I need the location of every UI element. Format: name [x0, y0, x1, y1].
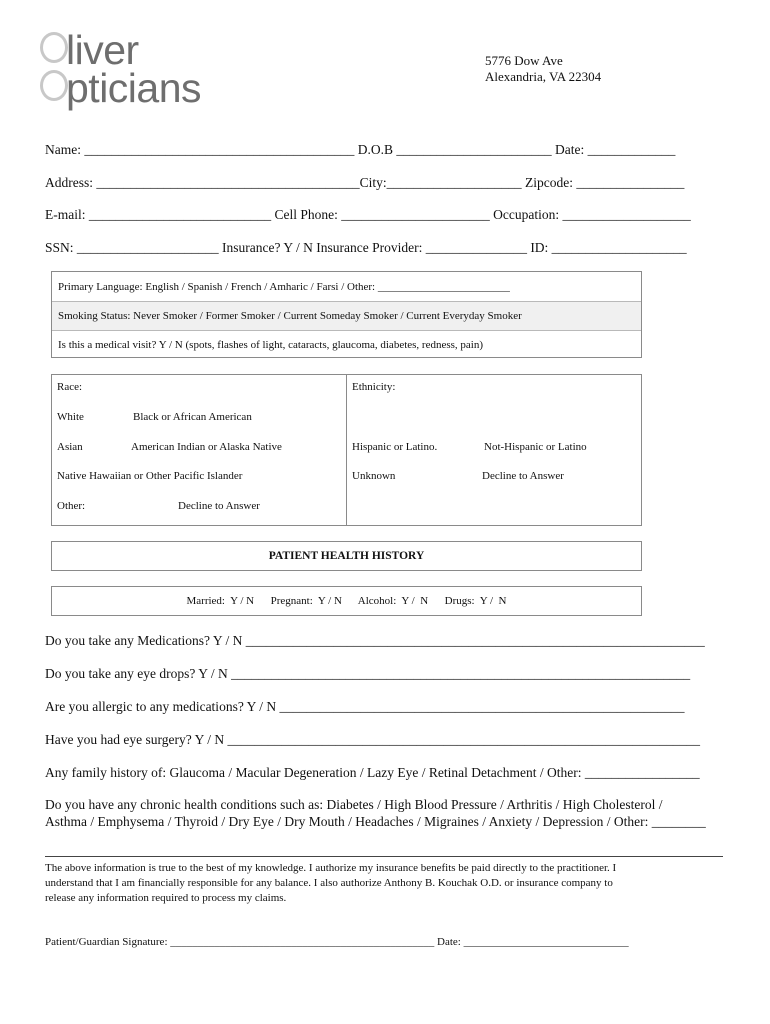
logo-o-ring-icon	[40, 70, 68, 101]
consent-line2: understand that I am financially responsible for any balance. I also authorize Anthony B. Kouchak O.D. or insurance company to	[45, 877, 613, 889]
health-status-box	[51, 586, 642, 616]
email-phone-occupation-line[interactable]: E-mail: ___________________________ Cell Phone: ______________________ Occupation: ___________________	[45, 207, 691, 222]
allergic-question[interactable]: Are you allergic to any medications? Y / N ____________________________________________________________	[45, 699, 685, 714]
name-dob-date-line[interactable]: Name: ________________________________________ D.O.B _______________________ Date: _____________	[45, 142, 676, 157]
chronic-conditions-line1[interactable]: Do you have any chronic health conditions such as: Diabetes / High Blood Pressure / Arthritis / High Cholesterol /	[45, 797, 663, 812]
signature-date-line[interactable]: Patient/Guardian Signature: ________________________________________________ Date: ______________________________	[45, 936, 629, 948]
primary-language-row[interactable]: Primary Language: English / Spanish / French / Amharic / Farsi / Other: ________________________	[58, 280, 510, 293]
consent-divider	[45, 856, 723, 857]
health-history-title: PATIENT HEALTH HISTORY	[268, 550, 425, 562]
language-smoking-box	[51, 271, 642, 358]
race-option-american-indian[interactable]: American Indian or Alaska Native	[131, 441, 282, 453]
race-label: Race:	[57, 381, 83, 393]
race-option-black[interactable]: Black or African American	[133, 411, 252, 423]
race-option-asian[interactable]: Asian	[57, 441, 83, 453]
race-option-other[interactable]: Other:	[57, 500, 86, 512]
ethnicity-option-hispanic[interactable]: Hispanic or Latino.	[352, 441, 438, 453]
health-status-line[interactable]: Married: Y / N Pregnant: Y / N Alcohol: Y / N Drugs: Y / N	[186, 595, 507, 607]
ethnicity-option-non-hispanic[interactable]: Not-Hispanic or Latino	[484, 441, 587, 453]
health-history-header-box	[51, 541, 642, 571]
consent-line3: release any information required to process my claims.	[45, 892, 287, 904]
chronic-conditions-line2[interactable]: Asthma / Emphysema / Thyroid / Dry Eye / Dry Mouth / Headaches / Migraines / Anxiety / Depression / Other: ________	[45, 814, 706, 829]
race-ethnicity-divider	[346, 375, 347, 525]
logo-o-ring-icon	[40, 32, 68, 63]
logo-line1: liver	[66, 27, 139, 73]
family-history-question[interactable]: Any family history of: Glaucoma / Macular Degeneration / Lazy Eye / Retinal Detachment / Other: _________________	[45, 765, 700, 780]
address-street: 5776 Dow Ave	[485, 53, 563, 68]
medical-visit-row[interactable]: Is this a medical visit? Y / N (spots, flashes of light, cataracts, glaucoma, diabetes, redness, pain)	[52, 330, 641, 358]
race-option-hawaiian[interactable]: Native Hawaiian or Other Pacific Islander	[57, 470, 243, 482]
eye-drops-question[interactable]: Do you take any eye drops? Y / N ____________________________________________________________________	[45, 666, 691, 681]
race-option-decline[interactable]: Decline to Answer	[178, 500, 260, 512]
logo-line2: pticians	[66, 65, 202, 111]
eye-surgery-question[interactable]: Have you had eye surgery? Y / N ______________________________________________________________________	[45, 732, 700, 747]
address-city: Alexandria, VA 22304	[485, 69, 602, 84]
medications-question[interactable]: Do you take any Medications? Y / N ____________________________________________________________________	[45, 633, 705, 648]
address-city-zip-line[interactable]: Address: _______________________________________City:____________________ Zipcode: ________________	[45, 175, 685, 190]
ethnicity-option-decline[interactable]: Decline to Answer	[482, 470, 564, 482]
race-option-white[interactable]: White	[57, 411, 84, 423]
ssn-insurance-line[interactable]: SSN: _____________________ Insurance? Y / N Insurance Provider: _______________ ID: ____________________	[45, 240, 687, 255]
consent-line1: The above information is true to the best of my knowledge. I authorize my insurance benefits be paid directly to the practitioner. I	[45, 862, 617, 874]
ethnicity-label: Ethnicity:	[352, 381, 396, 393]
smoking-status-row[interactable]: Smoking Status: Never Smoker / Former Smoker / Current Someday Smoker / Current Everyday Smoker	[52, 301, 641, 330]
ethnicity-option-unknown[interactable]: Unknown	[352, 470, 396, 482]
